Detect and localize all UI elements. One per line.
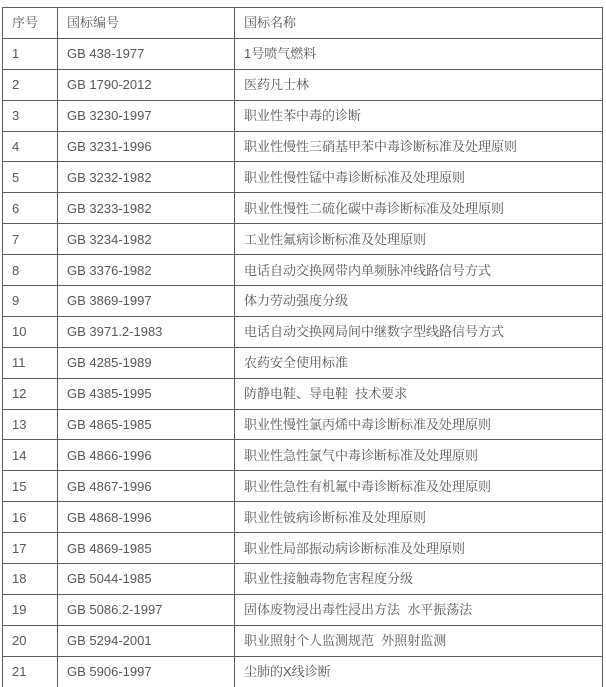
table-row [3, 502, 603, 533]
cell-name: 工业性氟病诊断标准及处理原则 [235, 224, 603, 255]
cell-index: 2 [3, 69, 58, 100]
table-row [3, 625, 603, 656]
cell-name: 职业性接触毒物危害程度分级 [235, 564, 603, 595]
cell-name: 职业性慢性氯丙烯中毒诊断标准及处理原则 [235, 409, 603, 440]
cell-code: GB 5294-2001 [58, 625, 235, 656]
table-body [3, 38, 603, 687]
cell-code: GB 5086.2-1997 [58, 594, 235, 625]
cell-code: GB 4285-1989 [58, 347, 235, 378]
cell-name: 固体废物浸出毒性浸出方法 水平振荡法 [235, 594, 603, 625]
table-row [3, 594, 603, 625]
table-row [3, 347, 603, 378]
cell-name: 体力劳动强度分级 [235, 286, 603, 317]
cell-code: GB 3376-1982 [58, 255, 235, 286]
cell-index: 17 [3, 533, 58, 564]
column-header-name: 国标名称 [235, 8, 603, 39]
cell-code: GB 4385-1995 [58, 378, 235, 409]
cell-index: 4 [3, 131, 58, 162]
cell-index: 5 [3, 162, 58, 193]
cell-name: 职业性苯中毒的诊断 [235, 100, 603, 131]
table-row [3, 378, 603, 409]
cell-code: GB 4868-1996 [58, 502, 235, 533]
cell-index: 15 [3, 471, 58, 502]
table-row [3, 316, 603, 347]
cell-index: 13 [3, 409, 58, 440]
cell-code: GB 4865-1985 [58, 409, 235, 440]
cell-index: 14 [3, 440, 58, 471]
cell-name: 职业性局部振动病诊断标准及处理原则 [235, 533, 603, 564]
table-row [3, 100, 603, 131]
table-row [3, 255, 603, 286]
table-row [3, 69, 603, 100]
cell-index: 7 [3, 224, 58, 255]
cell-code: GB 438-1977 [58, 38, 235, 69]
cell-name: 职业性铍病诊断标准及处理原则 [235, 502, 603, 533]
table-row [3, 162, 603, 193]
cell-index: 19 [3, 594, 58, 625]
cell-name: 职业性急性有机氟中毒诊断标准及处理原则 [235, 471, 603, 502]
cell-code: GB 4867-1996 [58, 471, 235, 502]
cell-code: GB 3231-1996 [58, 131, 235, 162]
cell-index: 1 [3, 38, 58, 69]
table-row [3, 193, 603, 224]
cell-code: GB 3232-1982 [58, 162, 235, 193]
cell-name: 防静电鞋、导电鞋 技术要求 [235, 378, 603, 409]
cell-index: 3 [3, 100, 58, 131]
cell-code: GB 4869-1985 [58, 533, 235, 564]
cell-name: 职业性急性氯气中毒诊断标准及处理原则 [235, 440, 603, 471]
cell-code: GB 5044-1985 [58, 564, 235, 595]
table-row [3, 533, 603, 564]
cell-name: 医药凡士林 [235, 69, 603, 100]
cell-index: 11 [3, 347, 58, 378]
table-row [3, 409, 603, 440]
page [0, 7, 606, 687]
cell-index: 8 [3, 255, 58, 286]
table-row [3, 38, 603, 69]
cell-code: GB 3971.2-1983 [58, 316, 235, 347]
header-row [3, 8, 603, 39]
cell-code: GB 4866-1996 [58, 440, 235, 471]
cell-index: 18 [3, 564, 58, 595]
cell-name: 职业性慢性二硫化碳中毒诊断标准及处理原则 [235, 193, 603, 224]
cell-code: GB 3233-1982 [58, 193, 235, 224]
column-header-code: 国标编号 [58, 8, 235, 39]
table-row [3, 131, 603, 162]
cell-code: GB 1790-2012 [58, 69, 235, 100]
table-row [3, 656, 603, 687]
cell-index: 16 [3, 502, 58, 533]
gb-standards-table [2, 7, 603, 687]
cell-name: 职业性慢性锰中毒诊断标准及处理原则 [235, 162, 603, 193]
cell-name: 农药安全使用标准 [235, 347, 603, 378]
cell-name: 职业性慢性三硝基甲苯中毒诊断标准及处理原则 [235, 131, 603, 162]
cell-code: GB 3234-1982 [58, 224, 235, 255]
cell-name: 职业照射个人监测规范 外照射监测 [235, 625, 603, 656]
cell-index: 9 [3, 286, 58, 317]
table-row [3, 440, 603, 471]
cell-code: GB 3869-1997 [58, 286, 235, 317]
table-row [3, 564, 603, 595]
cell-name: 1号喷气燃料 [235, 38, 603, 69]
cell-code: GB 3230-1997 [58, 100, 235, 131]
cell-index: 10 [3, 316, 58, 347]
cell-index: 20 [3, 625, 58, 656]
cell-name: 尘肺的X线诊断 [235, 656, 603, 687]
cell-index: 12 [3, 378, 58, 409]
table-row [3, 224, 603, 255]
cell-index: 6 [3, 193, 58, 224]
table-row [3, 286, 603, 317]
column-header-index: 序号 [3, 8, 58, 39]
cell-name: 电话自动交换网局间中继数字型线路信号方式 [235, 316, 603, 347]
cell-name: 电话自动交换网带内单频脉冲线路信号方式 [235, 255, 603, 286]
cell-index: 21 [3, 656, 58, 687]
table-row [3, 471, 603, 502]
cell-code: GB 5906-1997 [58, 656, 235, 687]
